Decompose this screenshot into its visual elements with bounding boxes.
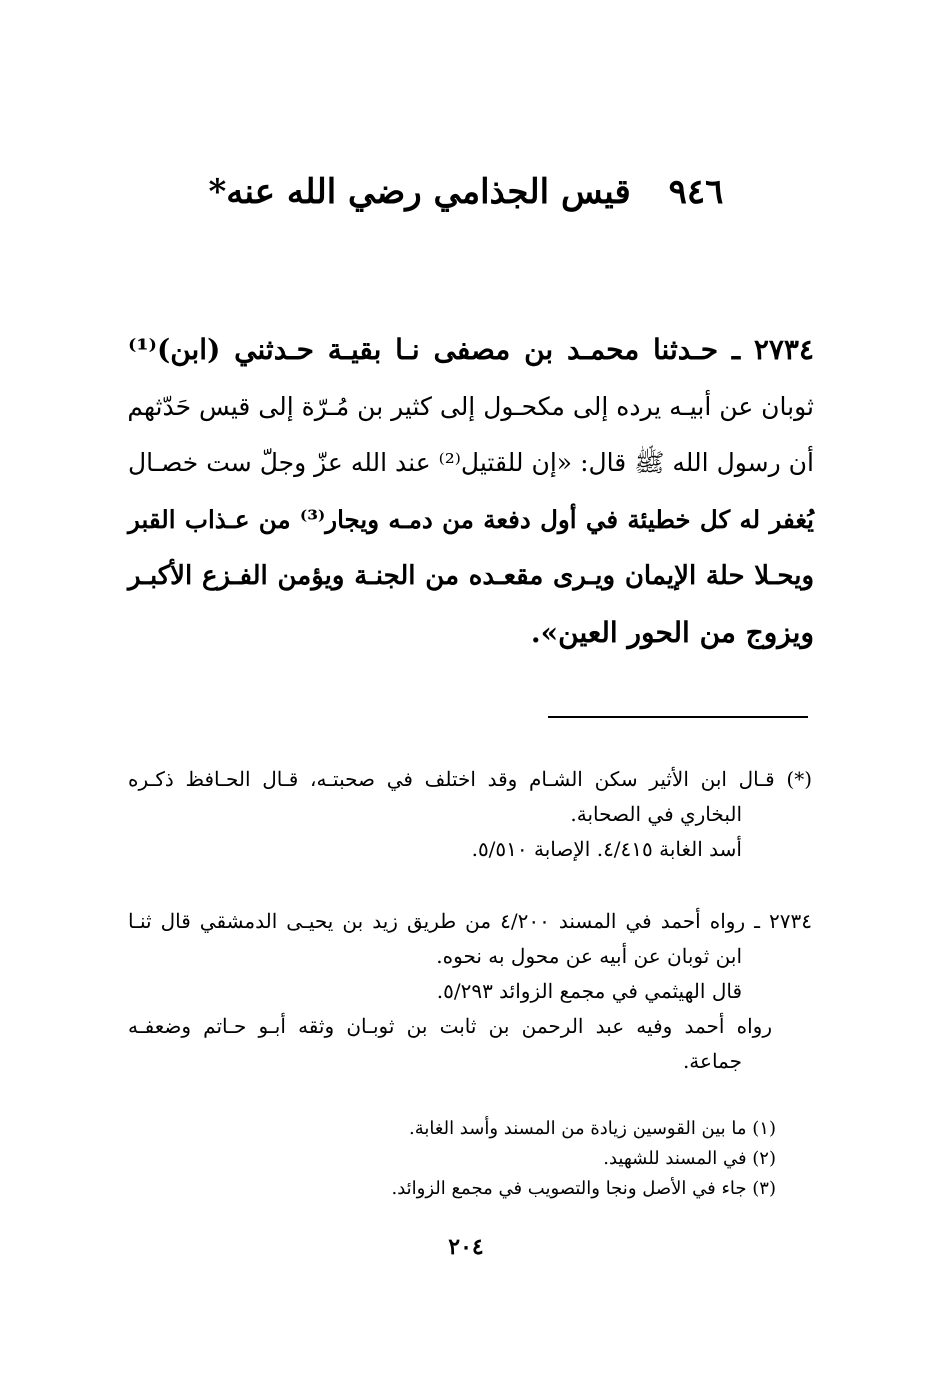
hadith-text <box>128 322 814 661</box>
numbered-notes <box>128 1114 812 1204</box>
numbered-note: (٢) في المسند للشهيد. <box>603 1148 776 1169</box>
page-number: ٢٠٤ <box>448 1234 484 1260</box>
footnote-divider <box>548 716 808 718</box>
footnote-line: رواه أحمد وفيه عبد الرحمن بن ثابت بن ثوبـان وثقه أبـو حـاتم وضعفـه <box>128 1014 772 1038</box>
hadith-line: ويزوج من الحور العين». <box>530 615 814 649</box>
hadith-line: يُغفر له كل خطيئة في أول دفعة من دمـه ويجار⁽³⁾ من عـذاب القبر <box>128 504 814 534</box>
footnote-line: ٢٧٣٤ ـ رواه أحمد في المسند ٤/٢٠٠ من طريق زيد بن يحيـى الدمشقي قال ثنـا <box>128 909 813 933</box>
hadith-line: ويحـلا حلة الإيمان ويـرى مقعـده من الجنـة ويؤمن الفـزع الأكبـر <box>128 561 814 591</box>
footnote-line: (*) قـال ابن الأثير سكن الشـام وقد اختلف في صحبتـه، قـال الحـافظ ذكـره <box>128 767 812 791</box>
hadith-line: أن رسول الله ﷺ قال: «إن للقتيل⁽²⁾ عند الله عزّ وجلّ ست خصـال <box>128 448 814 477</box>
footnote-line: جماعة. <box>682 1049 742 1073</box>
footnote-line: قال الهيثمي في مجمع الزوائد ٥/٢٩٣. <box>436 979 742 1003</box>
hadith-line: ٢٧٣٤ ـ حـدثنا محمـد بن مصفى نـا بقيـة حـدثني (ابن)⁽¹⁾ <box>128 333 814 366</box>
chapter-number: ٩٤٦ <box>668 172 724 212</box>
chapter-heading <box>120 168 812 216</box>
footnote-2734 <box>128 904 812 1079</box>
numbered-note: (١) ما بين القوسين زيادة من المسند وأسد الغابة. <box>409 1118 776 1139</box>
chapter-title: قيس الجذامي رضي الله عنه* <box>208 172 631 212</box>
footnote-line: ابن ثوبان عن أبيه عن محول به نحوه. <box>436 944 742 968</box>
hadith-line: ثوبان عن أبيـه يرده إلى مكحـول إلى كثير بن مُـرّة إلى قيس حَدّثهم <box>127 391 814 421</box>
footnote-star <box>128 762 812 867</box>
footnote-line: البخاري في الصحابة. <box>570 802 742 826</box>
numbered-note: (٣) جاء في الأصل ونجا والتصويب في مجمع الزوائد. <box>391 1178 776 1199</box>
footnote-line: أسد الغابة ٤/٤١٥. الإصابة ٥/٥١٠. <box>471 837 742 861</box>
